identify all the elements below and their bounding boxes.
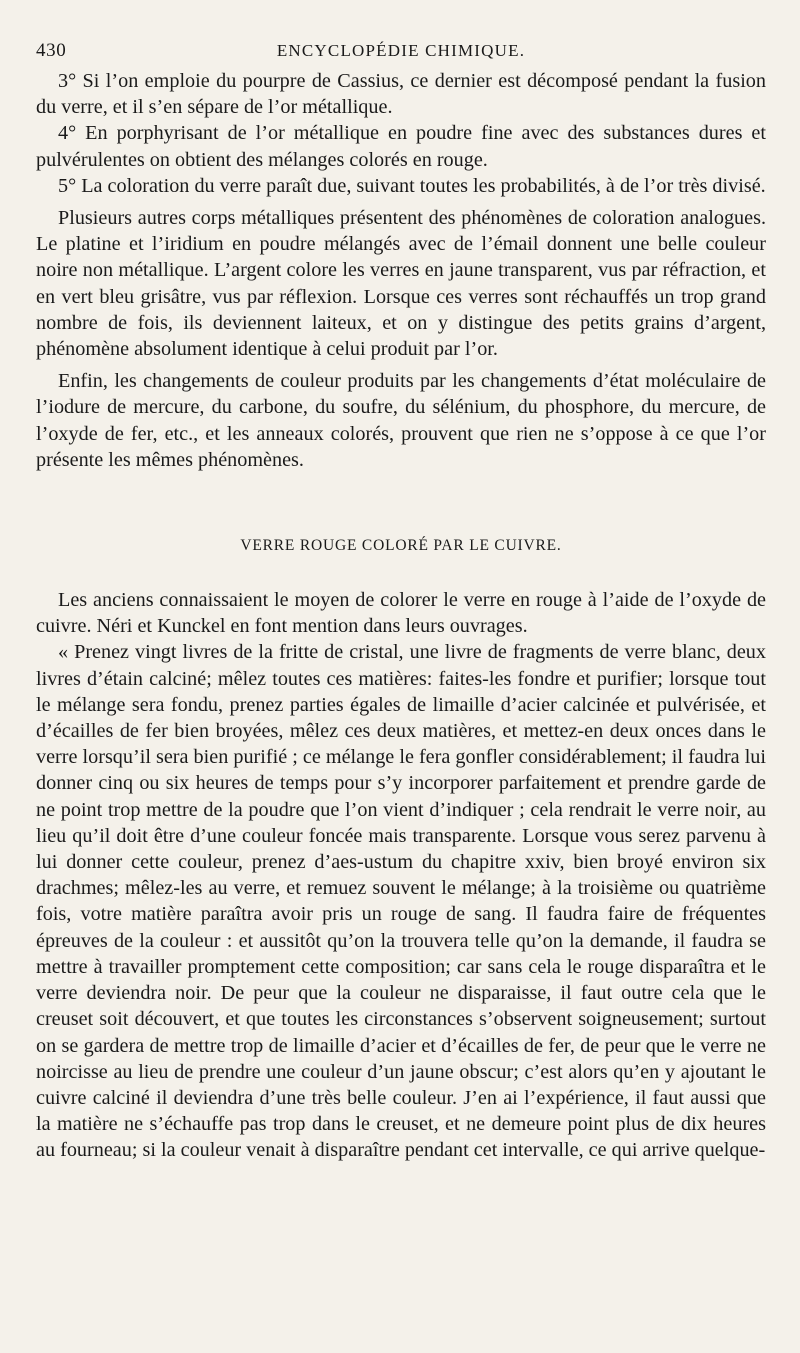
paragraph: Les anciens connaissaient le moyen de colorer le verre en rouge à l’aide de l’oxyde de cuivre. Néri et Kunckel en font mention dans leurs ouvrages.: [36, 589, 766, 638]
body-text-bottom: [36, 587, 766, 1163]
paragraph: 4° En porphyrisant de l’or métallique en poudre fine avec des substances dures et pulvérulentes on obtient des mélanges colorés en rouge.: [36, 122, 766, 171]
body-text-top: [36, 68, 766, 473]
paragraph: 3° Si l’on emploie du pourpre de Cassius, ce dernier est décomposé pendant la fusion du verre, et il s’en sépare de l’or métallique.: [36, 70, 766, 119]
running-title: ENCYCLOPÉDIE CHIMIQUE.: [276, 41, 526, 60]
paragraph: Plusieurs autres corps métalliques présentent des phénomènes de coloration analogues. Le platine et l’iridium en poudre mélangés avec de l’émail donnent une belle couleur noire non métallique. L’argent colore les verres en jaune transparent, vus par réfraction, et en vert bleu grisâtre, vus par réflexion. Lorsque ces verres sont réchauffés un trop grand nombre de fois, ils deviennent laiteux, et on y distingue des petits grains d’argent, phénomène absolument identique à celui produit par l’or.: [36, 207, 766, 361]
running-header: [36, 40, 766, 68]
page-number: 430: [36, 40, 67, 61]
paragraph: 5° La coloration du verre paraît due, suivant toutes les probabilités, à de l’or très divisé.: [58, 174, 766, 197]
paragraph: « Prenez vingt livres de la fritte de cristal, une livre de fragments de verre blanc, deux livres d’étain calciné; mêlez toutes ces matières: faites-les fondre et purifier; lorsque tout le mélange sera fondu, prenez parties égales de limaille d’acier calcinée et pulvérisée, et d’écailles de fer bien broyées, mêlez ces deux matières, et mettez-en deux onces dans le verre lorsqu’il sera bien purifié ; ce mélange le fera gonfler considérablement; il faudra lui donner cinq ou six heures de temps pour s’y incorporer parfaitement et prendre garde de ne point trop mettre de la poudre que l’on vient d’indiquer ; cela rendrait le verre noir, au lieu qu’il doit être d’une couleur foncée mais transparente. Lorsque vous serez parvenu à lui donner cette couleur, prenez d’aes-ustum du chapitre xxiv, bien broyé environ six drachmes; mêlez-les au verre, et remuez souvent le mélange; à la troisième ou quatrième fois, votre matière paraîtra avoir pris un rouge de sang. Il faudra faire de fréquentes épreuves de la couleur : et aussitôt qu’on la trouvera telle qu’on la demande, il faudra se mettre à travailler promptement cette composition; car sans cela le rouge disparaîtra et le verre deviendra noir. De peur que la couleur ne disparaisse, il faut outre cela que le creuset soit découvert, et que toutes les circonstances s’observent soigneusement; surtout on se gardera de mettre trop de limaille d’acier et d’écailles de fer, de peur que le verre ne noircisse au lieu de prendre une couleur d’un jaune obscur; c’est alors qu’en y ajoutant le cuivre calciné il deviendra d’une très belle couleur. J’en ai l’expérience, il faut aussi que la matière ne s’échauffe pas trop dans le creuset, et ne demeure point plus de dix heures au fourneau; si la couleur venait à disparaître pendant cet intervalle, ce qui arrive quelque-: [36, 641, 766, 1162]
section-heading: VERRE ROUGE COLORÉ PAR LE CUIVRE.: [240, 537, 562, 555]
paragraph: Enfin, les changements de couleur produits par les changements d’état moléculaire de l’iodure de mercure, du carbone, du soufre, du sélénium, du phosphore, du mercure, de l’oxyde de fer, etc., et les anneaux colorés, prouvent que rien ne s’oppose à ce que l’or présente les mêmes phénomènes.: [36, 370, 766, 471]
